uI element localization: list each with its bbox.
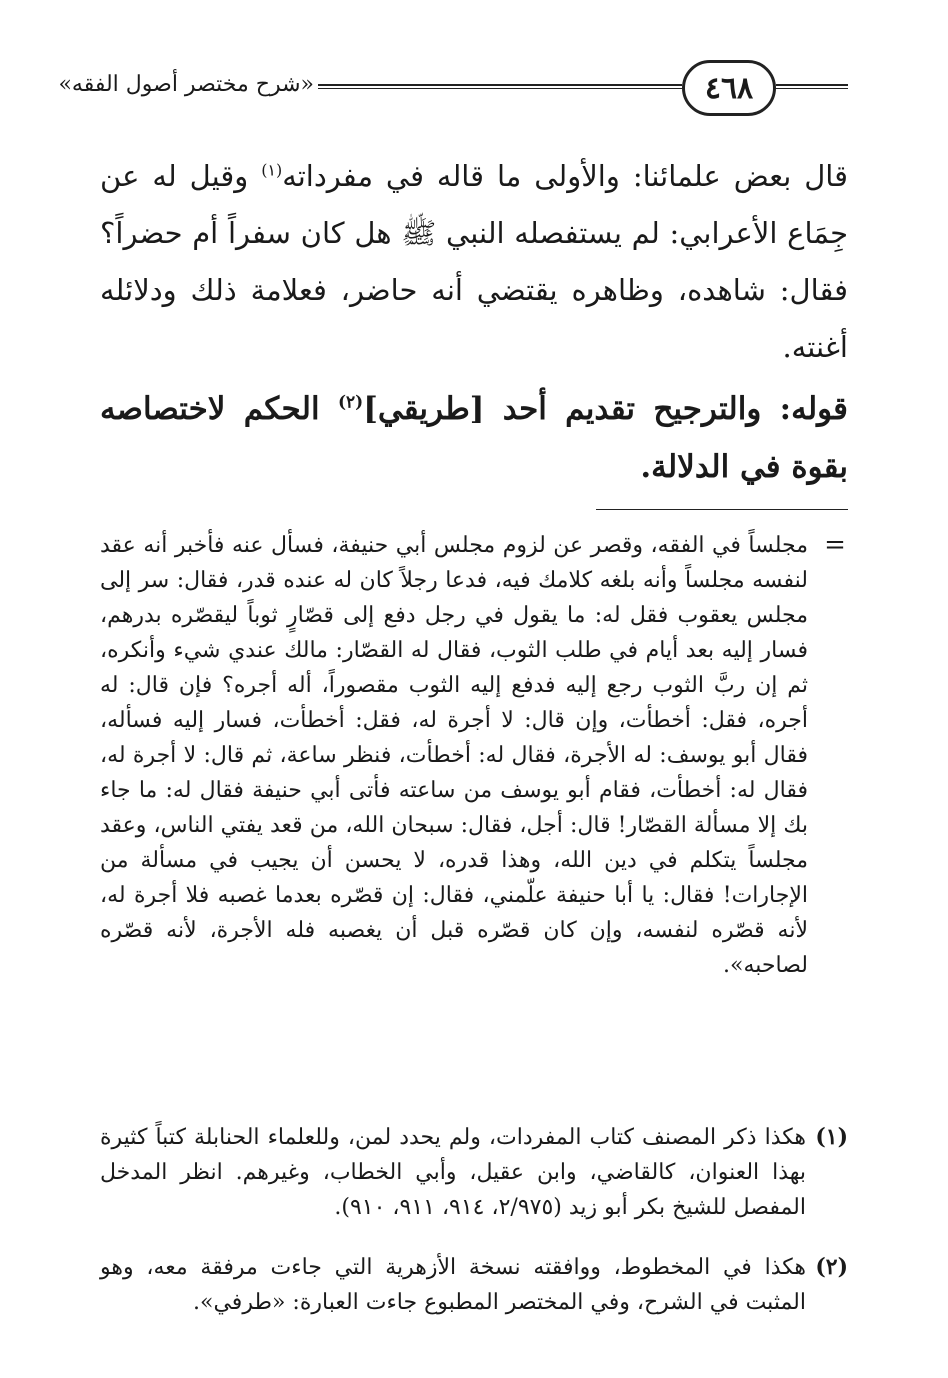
heading-part2: الحكم لاختصاصه بقوة في الدلالة. <box>100 391 848 485</box>
footnote-1-number: (١) <box>815 1124 848 1150</box>
footnote-continuation-text: مجلساً في الفقه، وقصر عن لزوم مجلس أبي حنيفة، فسأل عنه فأخبر أنه عقد لنفسه مجلساً وأنه بلغه كلامك فيه، فدعا رجلاً كان له عنده قدر، فقال: سر إلى مجلس يعقوب فقل له: ما يقول في رجل دفع إلى قصّارٍ ثوباً ليقصّره بدرهم، فسار إليه بعد أيام في طلب الثوب، فقال له القصّار: مالك عندي شيء وأنكره، ثم إن ربَّ الثوب رجع إليه فدفع إليه الثوب مقصوراً، أله أجره؟ فإن قال: له أجره، فقل: أخطأت، وإن قال: لا أجرة له، فقل: أخطأت، فسار إليه فسأله، فقال أبو يوسف: له الأجرة، فقال له: أخطأت، فنظر ساعة، ثم قال: لا أجرة له، فقال له: أخطأت، فقام أبو يوسف من ساعته فأتى أبي حنيفة فقال له: ما جاء بك إلا مسألة القصّار! قال: أجل، فقال: سبحان الله، من قعد يفتي الناس، وعقد مجلساً يتكلم في دين الله، وهذا قدره، لا يحسن أن يجيب في مسألة من الإجارات! فقال: يا أبا حنيفة علّمني، فقال: إن قصّره بعدما غصبه فلا أجرة له، لأنه قصّره لنفسه، وإن كان قصّره قبل أن يغصبه فله الأجرة، لأنه قصّره لصاحبه». <box>100 533 808 978</box>
footnote-2-number: (٢) <box>815 1254 848 1280</box>
continuation-mark: = <box>824 530 846 560</box>
commentary-heading <box>100 380 848 496</box>
page-number: ٤٦٨ <box>682 60 776 116</box>
footnote-separator <box>596 509 848 510</box>
footnote-2-text: هكذا في المخطوط، ووافقته نسخة الأزهرية التي جاءت مرفقة معه، وهو المثبت في الشرح، وفي المختصر المطبوع جاءت العبارة: «طرفي». <box>100 1255 806 1315</box>
footnote-1 <box>100 1120 848 1225</box>
footnote-ref-1: (١) <box>261 160 283 180</box>
footnote-ref-2: (٢) <box>337 392 364 413</box>
header-rule-left <box>318 84 682 89</box>
main-text-part1: قال بعض علمائنا: والأولى ما قاله في مفرداته <box>282 159 848 193</box>
footnote-continuation <box>100 528 808 983</box>
main-paragraph <box>100 148 848 376</box>
footnote-1-text: هكذا ذكر المصنف كتاب المفردات، ولم يحدد لمن، وللعلماء الحنابلة كتباً كثيرة بهذا العنوان، كالقاضي، وابن عقيل، وأبي الخطاب، وغيرهم. انظر المدخل المفصل للشيخ بكر أبو زيد (٢/٩٧٥، ٩١٤، ٩١١، ٩١٠). <box>100 1125 806 1220</box>
running-title: «شرح مختصر أصول الفقه» <box>58 72 314 97</box>
main-text-part2: وقيل له عن جِمَاع الأعرابي: لم يستفصله النبي ﷺ هل كان سفراً أم حضراً؟ فقال: شاهده، وظاهره يقتضي أنه حاضر، فعلامة ذلك ودلائله أغنته. <box>100 159 848 364</box>
header-rule-right <box>776 84 848 89</box>
footnote-2 <box>100 1250 848 1320</box>
heading-part1: قوله: والترجيح تقديم أحد [طريقي] <box>363 391 848 427</box>
